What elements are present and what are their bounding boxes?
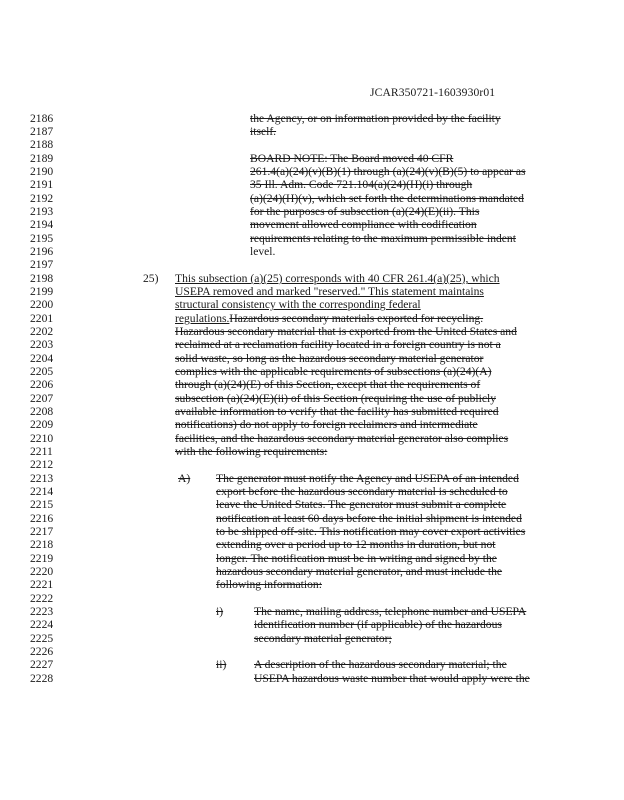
item-label-a: A) [178,472,191,485]
struck-text-line: identification number (if applicable) of the hazardous [254,618,502,631]
line-number: 2211 [30,445,53,458]
line-number: 2221 [30,578,54,591]
line-number: 2219 [30,552,54,565]
inserted-text-line: structural consistency with the corresponding federal [175,298,421,311]
line-number: 2202 [30,325,54,338]
struck-text-line: export before the hazardous secondary material is scheduled to [216,485,508,498]
line-number: 2215 [30,498,54,511]
line-number: 2206 [30,378,54,391]
board-note-line: for the purposes of subsection (a)(24)(E)(ii). This [250,205,480,218]
line-number: 2213 [30,472,54,485]
inserted-text-fragment: regulations. [175,312,230,325]
struck-text-line: notification at least 60 days before the initial shipment is intended [216,512,522,525]
struck-text-line: subsection (a)(24)(E)(ii) of this Section (requiring the use of publicly [175,392,496,405]
struck-text-line: through (a)(24)(E) of this Section, except that the requirements of [175,378,481,391]
board-note-line: (a)(24)(H)(v), which set forth the determinations mandated [250,192,524,205]
line-number: 2216 [30,512,54,525]
line-number: 2195 [30,232,54,245]
struck-text-line: longer. The notification must be in writing and signed by the [216,552,497,565]
line-number: 2217 [30,525,54,538]
line-number: 2197 [30,258,54,271]
document-id: JCAR350721-1603930r01 [370,86,496,99]
board-note-line: level. [250,245,276,258]
struck-text-line: extending over a period up to 12 months in duration, but not [216,538,496,551]
line-number: 2223 [30,605,54,618]
board-note-line: 35 Ill. Adm. Code 721.104(a)(24)(H)(i) through [250,178,473,191]
struck-text-line: following information: [216,578,322,591]
line-number: 2207 [30,392,54,405]
struck-text-line: The name, mailing address, telephone number and USEPA [254,605,527,618]
line-number: 2203 [30,338,54,351]
line-number: 2214 [30,485,54,498]
struck-text-line: solid waste, so long as the hazardous secondary material generator [175,352,484,365]
inserted-text-line: This subsection (a)(25) corresponds with 40 CFR 261.4(a)(25), which [175,272,500,285]
line-number: 2212 [30,458,54,471]
struck-text-fragment: Hazardous secondary materials exported for recycling. [229,312,484,325]
struck-text-line: reclaimed at a reclamation facility located in a foreign country is not a [175,338,501,351]
board-note-line: movement allowed compliance with codification [250,218,477,231]
line-number: 2218 [30,538,54,551]
line-number: 2225 [30,632,54,645]
item-label-i: i) [216,605,224,618]
line-number: 2208 [30,405,54,418]
struck-text-line: complies with the applicable requirements of subsections (a)(24)(A) [175,365,492,378]
line-number: 2200 [30,298,54,311]
struck-text-line: Hazardous secondary material that is exported from the United States and [175,325,517,338]
line-number: 2199 [30,285,54,298]
struck-text-line: USEPA hazardous waste number that would apply were the [254,672,530,685]
mixed-text-line [175,312,483,325]
line-number: 2210 [30,432,54,445]
line-number: 2209 [30,418,54,431]
line-number: 2220 [30,565,54,578]
line-number: 2191 [30,178,54,191]
line-number: 2228 [30,672,54,685]
line-number: 2190 [30,165,54,178]
line-number: 2186 [30,112,54,125]
struck-text-line: the Agency, or on information provided by the facility [250,112,501,125]
struck-text-line: notifications) do not apply to foreign reclaimers and intermediate [175,418,478,431]
line-number: 2189 [30,152,54,165]
struck-text-line: to be shipped off-site. This notification may cover export activities [216,525,526,538]
line-number: 2196 [30,245,54,258]
line-number: 2201 [30,312,54,325]
board-note-line: requirements relating to the maximum permissible indent [250,232,516,245]
item-label-ii: ii) [216,658,227,671]
line-number: 2224 [30,618,54,631]
item-label-25: 25) [143,272,159,285]
line-number: 2227 [30,658,54,671]
line-number: 2192 [30,192,54,205]
line-number: 2204 [30,352,54,365]
line-number: 2205 [30,365,54,378]
struck-text-line: hazardous secondary material generator, and must include the [216,565,503,578]
struck-text-line: with the following requirements: [175,445,328,458]
line-number: 2194 [30,218,54,231]
inserted-text-line: USEPA removed and marked "reserved." This statement maintains [175,285,484,298]
line-number: 2188 [30,138,54,151]
line-number: 2198 [30,272,54,285]
struck-text-line: leave the United States. The generator must submit a complete [216,498,507,511]
line-number: 2193 [30,205,54,218]
line-number: 2187 [30,125,54,138]
board-note-line: BOARD NOTE: The Board moved 40 CFR [250,152,454,165]
board-note-line: 261.4(a)(24)(v)(B)(1) through (a)(24)(v)(B)(5) to appear as [250,165,526,178]
struck-text-line: A description of the hazardous secondary material; the [254,658,507,671]
struck-text-line: facilities, and the hazardous secondary material generator also complies [175,432,509,445]
struck-text-line: itself. [250,125,277,138]
struck-text-line: The generator must notify the Agency and USEPA of an intended [216,472,519,485]
struck-text-line: secondary material generator; [254,632,392,645]
line-number: 2226 [30,645,54,658]
struck-text-line: available information to verify that the facility has submitted required [175,405,499,418]
line-number: 2222 [30,592,54,605]
